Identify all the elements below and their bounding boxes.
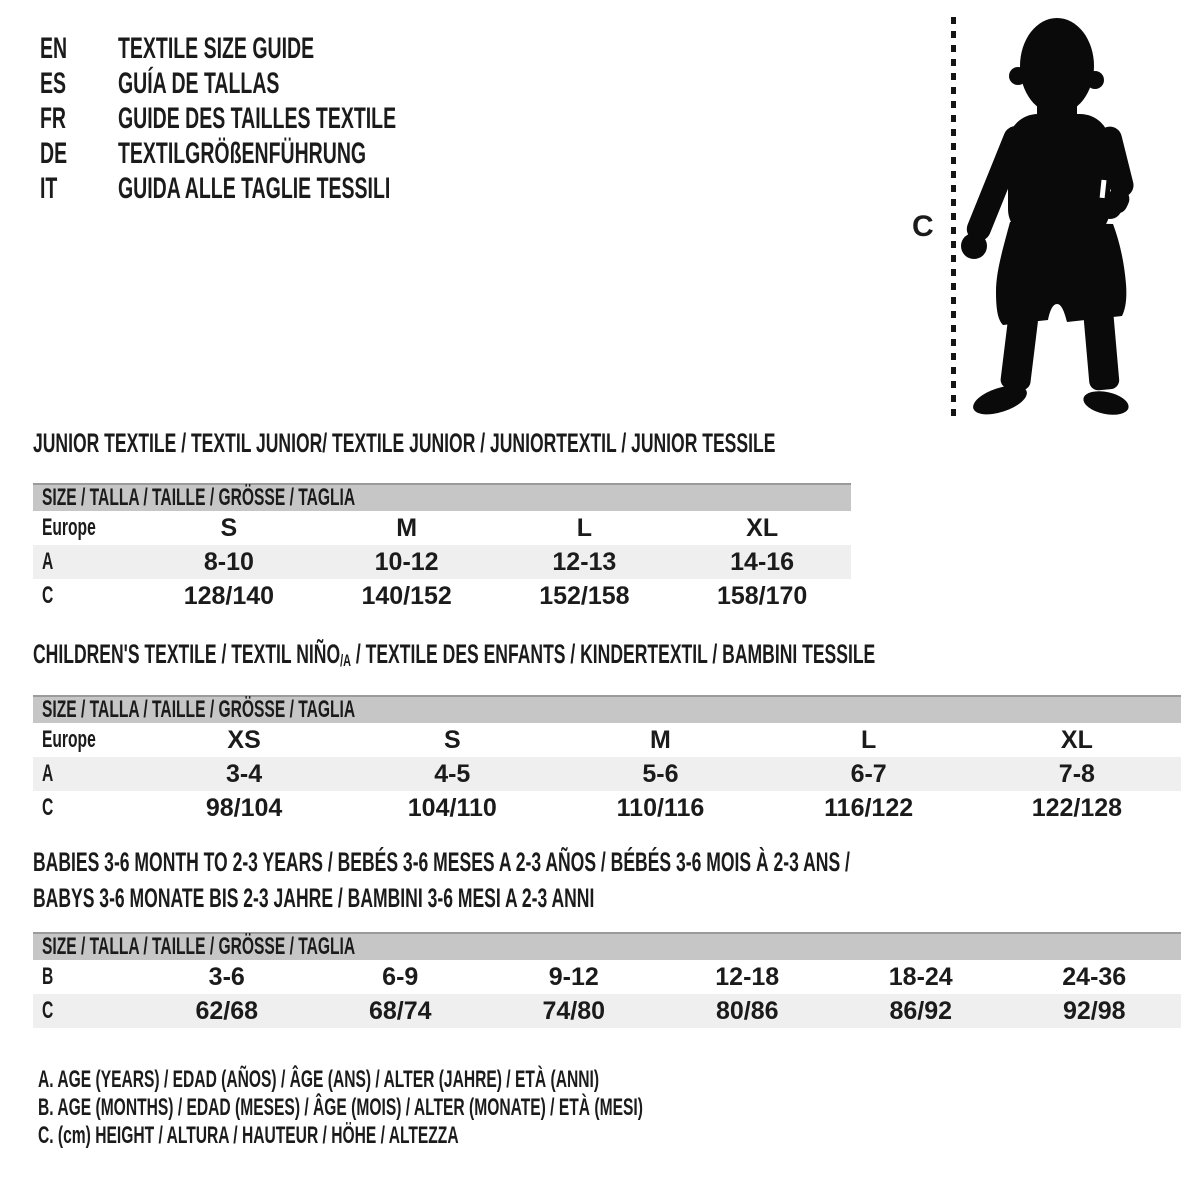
size-cell: 68/74 <box>368 996 432 1025</box>
size-cell: 12-18 <box>715 962 780 991</box>
size-section-children <box>33 641 1181 825</box>
language-code: FR <box>40 102 66 135</box>
language-title: TEXTILGRÖßENFÜHRUNG <box>118 137 367 170</box>
size-cell: 7-8 <box>1058 759 1095 788</box>
size-cell: 110/116 <box>616 793 705 822</box>
section-title <box>33 641 1181 671</box>
size-cell: 6-7 <box>850 759 887 788</box>
size-cell: XS <box>227 725 261 754</box>
language-row <box>40 171 546 206</box>
table-row <box>33 723 1181 757</box>
size-table <box>33 960 1181 1028</box>
section-title-line2: BABYS 3-6 MONATE BIS 2-3 JAHRE / BAMBINI 3-6 MESI A 2-3 ANNI <box>33 883 595 913</box>
language-row <box>40 136 546 171</box>
language-code: IT <box>40 172 58 205</box>
size-table-header: SIZE / TALLA / TAILLE / GRÖSSE / TAGLIA <box>33 695 1181 723</box>
footnote-line: C. (cm) HEIGHT / ALTURA / HAUTEUR / HÖHE / ALTEZZA <box>38 1122 459 1149</box>
size-cell: 98/104 <box>205 793 283 822</box>
section-title-text: JUNIOR TEXTILE / TEXTIL JUNIOR/ TEXTILE JUNIOR / JUNIORTEXTIL / JUNIOR TESSILE <box>33 428 776 458</box>
size-cell: XL <box>746 513 779 542</box>
size-cell: M <box>650 725 671 754</box>
table-row <box>33 757 1181 791</box>
size-cell: 62/68 <box>195 996 259 1025</box>
size-cell: S <box>443 725 461 754</box>
size-cell: 18-24 <box>888 962 953 991</box>
size-section-babies <box>33 844 1181 1028</box>
size-cell: 80/86 <box>715 996 779 1025</box>
section-title <box>33 430 851 457</box>
size-cell: 8-10 <box>203 547 254 576</box>
size-cell: 10-12 <box>374 547 439 576</box>
size-cell: 92/98 <box>1062 996 1126 1025</box>
row-label: B <box>42 963 54 990</box>
size-cell: 14-16 <box>730 547 795 576</box>
language-row <box>40 101 546 136</box>
row-label: C <box>42 582 54 609</box>
row-label: A <box>42 548 54 575</box>
size-cell: 24-36 <box>1062 962 1127 991</box>
size-cell: 4-5 <box>434 759 471 788</box>
section-title-text: CHILDREN'S TEXTILE / TEXTIL NIÑO/A / TEXTILE DES ENFANTS / KINDERTEXTIL / BAMBINI TESSILE <box>33 639 876 670</box>
size-cell: 104/110 <box>407 793 497 822</box>
size-table <box>33 511 851 613</box>
table-row <box>33 994 1181 1028</box>
language-list <box>40 31 546 206</box>
size-cell: 74/80 <box>542 996 606 1025</box>
section-title <box>33 844 1181 880</box>
size-section-junior <box>33 430 851 613</box>
table-row <box>33 579 851 613</box>
size-cell: 9-12 <box>548 962 599 991</box>
row-label: C <box>42 794 54 821</box>
size-table <box>33 723 1181 825</box>
height-measure-label: C <box>912 210 934 243</box>
size-cell: XL <box>1060 725 1093 754</box>
language-title: GUÍA DE TALLAS <box>118 67 280 100</box>
size-cell: 158/170 <box>716 581 808 610</box>
table-row <box>33 511 851 545</box>
size-cell: S <box>220 513 238 542</box>
toddler-silhouette-icon <box>960 14 1145 422</box>
size-cell: 12-13 <box>552 547 617 576</box>
row-label: A <box>42 760 54 787</box>
language-code: EN <box>40 32 68 65</box>
size-cell: 5-6 <box>642 759 679 788</box>
language-code: DE <box>40 137 68 170</box>
language-row <box>40 66 546 101</box>
table-row <box>33 545 851 579</box>
size-cell: 140/152 <box>361 581 452 610</box>
table-row <box>33 791 1181 825</box>
row-label: Europe <box>42 726 96 753</box>
size-cell: L <box>576 513 593 542</box>
language-code: ES <box>40 67 67 100</box>
size-cell: 152/158 <box>539 581 630 610</box>
size-cell: 122/128 <box>1031 793 1123 822</box>
language-row <box>40 31 546 66</box>
table-row <box>33 960 1181 994</box>
row-label: C <box>42 997 54 1024</box>
footnotes <box>38 1066 969 1150</box>
language-title: TEXTILE SIZE GUIDE <box>118 32 315 65</box>
height-measure-dashed-line <box>951 17 956 417</box>
size-table-header: SIZE / TALLA / TAILLE / GRÖSSE / TAGLIA <box>33 932 1181 960</box>
row-label: Europe <box>42 514 96 541</box>
size-cell: 3-4 <box>226 759 263 788</box>
size-cell: 6-9 <box>382 962 419 991</box>
size-cell: 86/92 <box>889 996 953 1025</box>
size-cell: 3-6 <box>208 962 245 991</box>
language-title: GUIDE DES TAILLES TEXTILE <box>118 102 397 135</box>
size-cell: L <box>861 725 877 754</box>
footnote-line: A. AGE (YEARS) / EDAD (AÑOS) / ÂGE (ANS) / ALTER (JAHRE) / ETÀ (ANNI) <box>38 1066 600 1093</box>
size-table-header: SIZE / TALLA / TAILLE / GRÖSSE / TAGLIA <box>33 483 851 511</box>
language-title: GUIDA ALLE TAGLIE TESSILI <box>118 172 391 205</box>
size-cell: 116/122 <box>824 793 914 822</box>
footnote-line: B. AGE (MONTHS) / EDAD (MESES) / ÂGE (MOIS) / ALTER (MONATE) / ETÀ (MESI) <box>38 1094 643 1121</box>
size-cell: M <box>396 513 418 542</box>
section-title-text: BABIES 3-6 MONTH TO 2-3 YEARS / BEBÉS 3-6 MESES A 2-3 AÑOS / BÉBÉS 3-6 MOIS À 2-3 ANS / <box>33 847 850 877</box>
size-cell: 128/140 <box>183 581 275 610</box>
